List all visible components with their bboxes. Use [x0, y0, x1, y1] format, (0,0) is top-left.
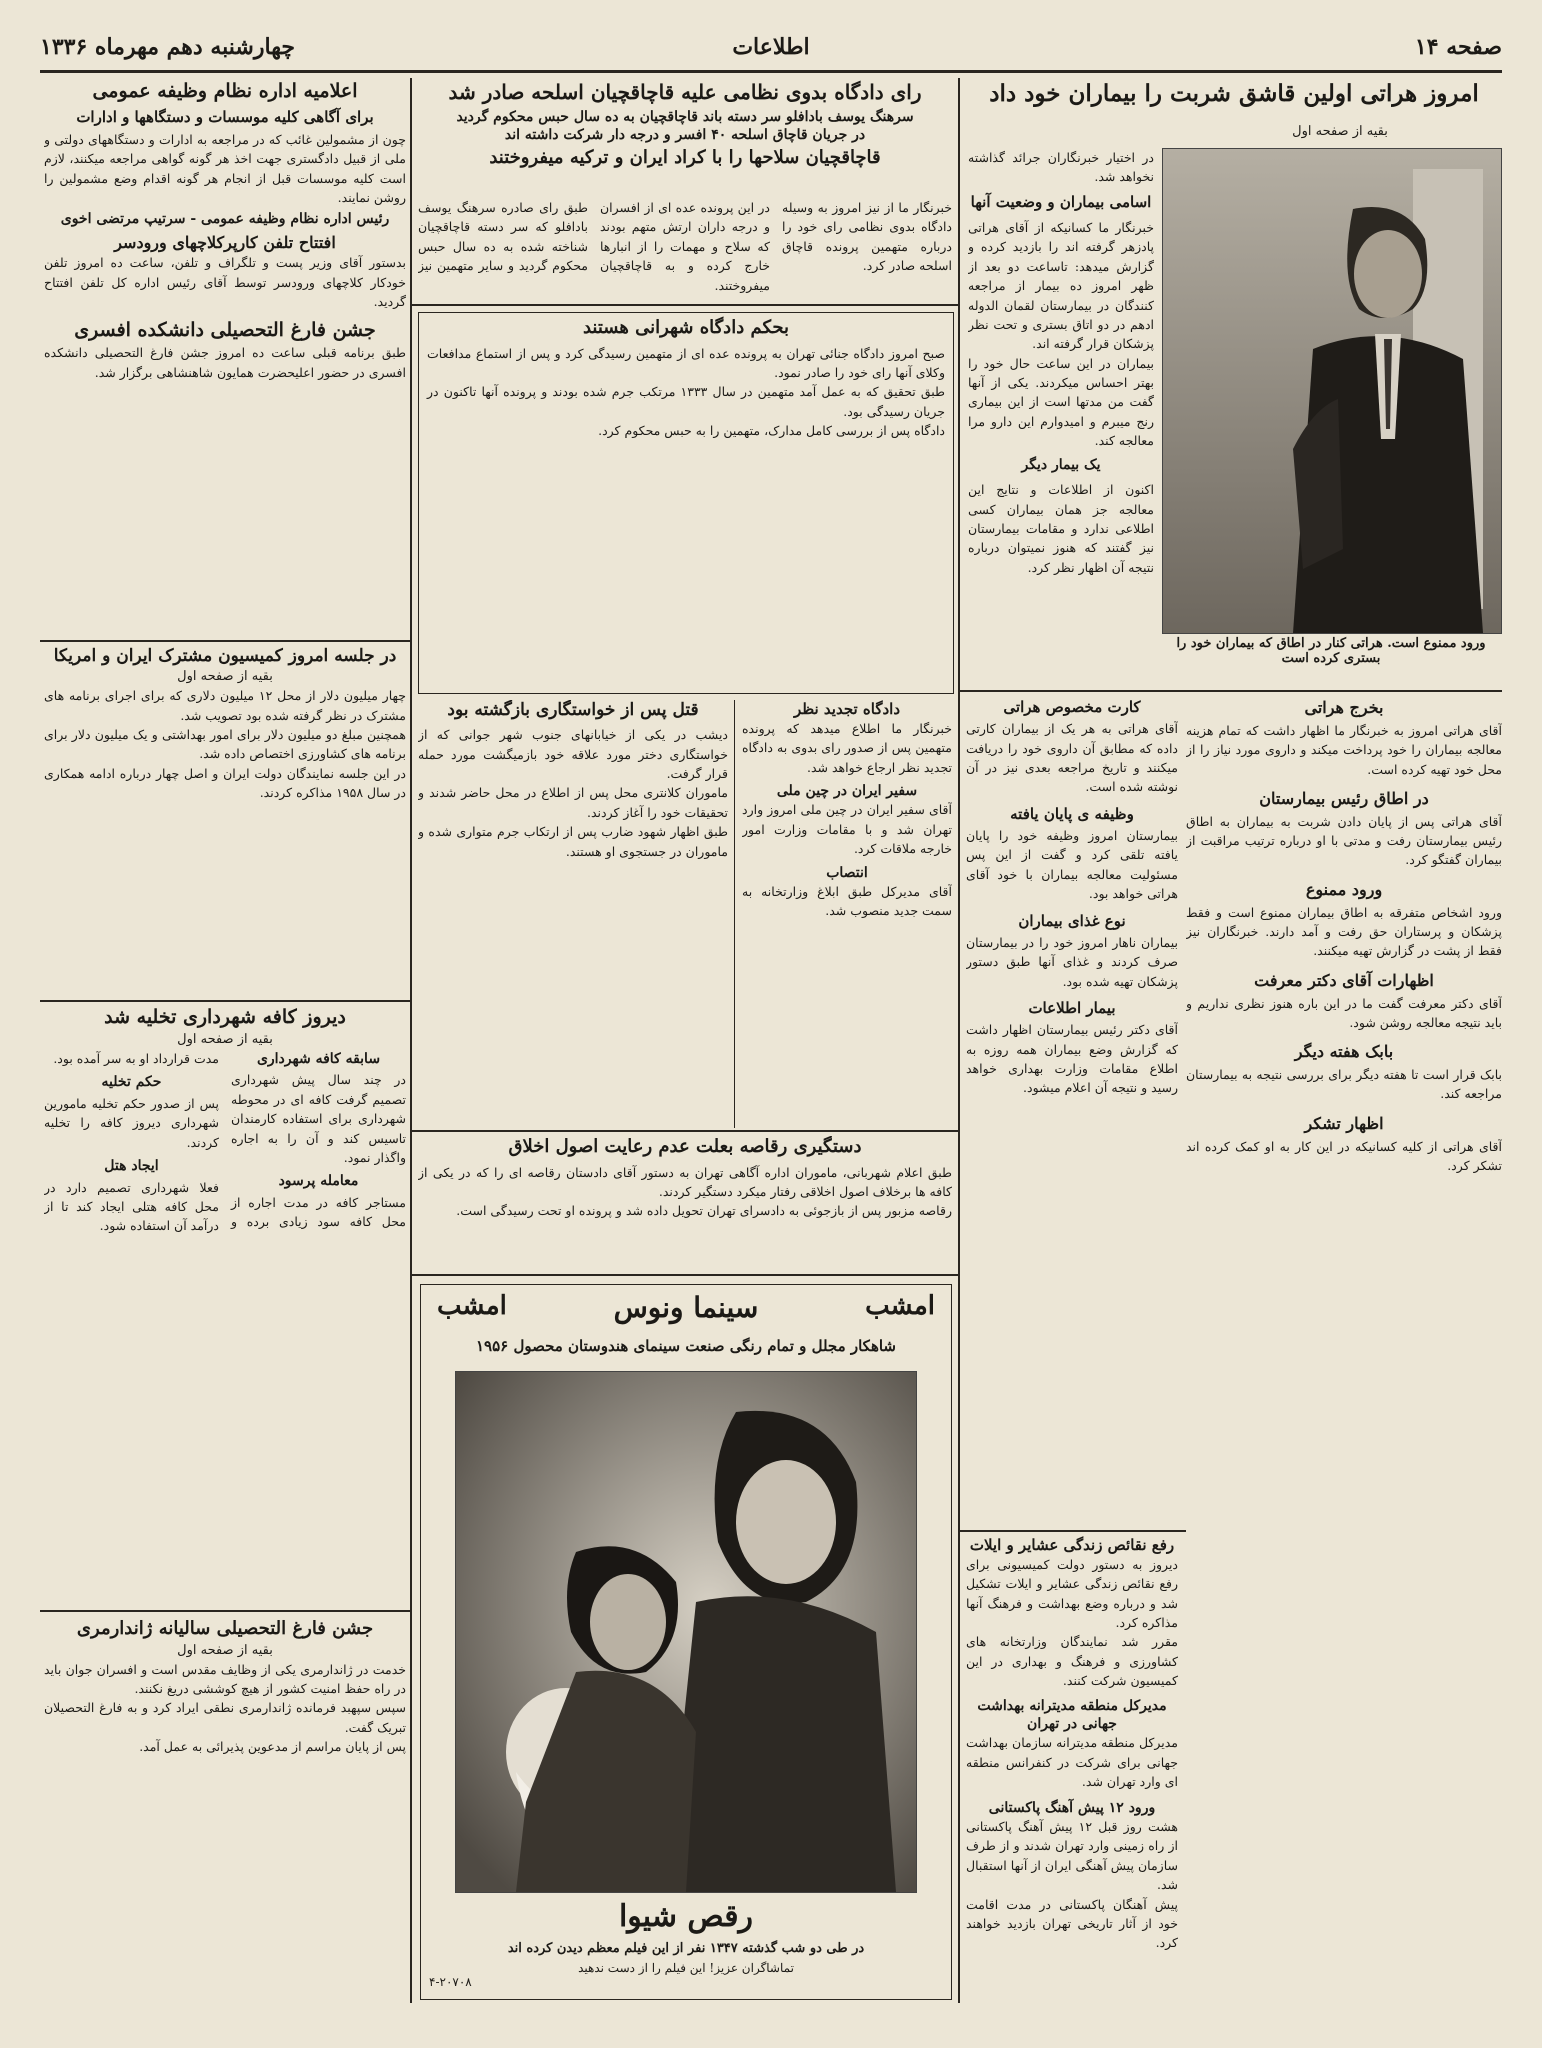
body-paragraph: آقای هراتی امروز به خبرنگار ما اظهار داشت که تمام هزینه معالجه بیماران را خود پرداخت میکند و داروی مورد نیاز را از محل خود تهیه کرده است. [1186, 722, 1502, 777]
continued-note: بقیه از صفحه اول [177, 1031, 273, 1047]
sentence-headline: بحکم دادگاه شهرانی هستند [582, 317, 790, 338]
court-subhead: سرهنگ یوسف بادافلو سر دسته باند قاچاقچیان به ده سال حبس محکوم گردید [456, 109, 914, 125]
ad-code: ۴-۲۰۷۰۸ [429, 1975, 472, 1989]
court-subhead: قاچاقچیان سلاحها را با کراد ایران و ترکیه میفروختند [489, 147, 881, 168]
commission-article [44, 646, 406, 996]
body-paragraph: مستاجر کافه در مدت اجاره از محل کافه سود زیادی برده و مدت قرارداد او به سر آمده بود. [53, 1050, 406, 1230]
film-subtitle: شاهکار مجلل و تمام رنگی صنعت سینمای هندوستان محصول ۱۹۵۶ [475, 1337, 896, 1355]
court-body [418, 198, 952, 302]
column-rule [410, 78, 412, 2003]
body-paragraph: بابک قرار است تا هفته دیگر برای بررسی نتیجه به بیمارستان مراجعه کند. [1186, 1067, 1502, 1102]
lead-headline: امروز هراتی اولین قاشق شربت را بیماران خود داد [989, 80, 1479, 107]
municipal-article [44, 1006, 406, 1606]
column-rule [958, 78, 960, 2003]
body-paragraph: بیمارستان امروز وظیفه خود را پایان یافته تلقی کرد و گفت از این پس مسئولیت معالجه بیماران با خود آقای هراتی خواهد بود. [966, 828, 1178, 902]
body-paragraph: دیشب در یکی از خیابانهای جنوب شهر جوانی که از خواستگاری دختر مورد علاقه خود بازمیگشت مورد حمله قرار گرفت. [418, 727, 728, 781]
lead-body [968, 148, 1154, 688]
issue-date: چهارشنبه دهم مهرماه ۱۳۳۶ [40, 34, 295, 60]
subhead: اظهارات آقای دکتر معرفت [1254, 970, 1434, 990]
subhead: بخرج هراتی [1304, 698, 1384, 717]
section-rule [40, 1610, 410, 1612]
admin-signature: رئیس اداره نظام وظیفه عمومی - سرتیپ مرتضی اخوی [60, 211, 390, 228]
tonight-label: امشب [865, 1291, 935, 1321]
film-still [455, 1371, 917, 1893]
body-paragraph: مدیرکل منطقه مدیترانه سازمان بهداشت جهانی برای شرکت در کنفرانس منطقه ای وارد تهران شد. [966, 1735, 1178, 1790]
body-paragraph: خبرنگار ما کسانیکه از آقای هراتی پادزهر گرفته اند را بازدید کرده و گزارش میدهد: تاساعت دو بعد از ظهر امروز ده بیمار از مراجعه کنندگان در بیمارستان لقمان الدوله ادهم در دو اتاق بستری و تحت نظر پزشکان قرار گرفته اند. [968, 220, 1154, 352]
appointment-headline: انتصاب [826, 864, 868, 881]
subhead: یک بیمار دیگر [1021, 456, 1101, 473]
body-paragraph: چون از مشمولین غائب که در مراجعه به ادارات و دستگاههای دولتی و ملی از قبیل دادگستری جهت اخذ هر گونه گواهی مراجعه میکنند، لازم است کلیه موسسات قبل از انجام هر گونه اقدام وضع مشمولین را روشن نمایند. [44, 131, 406, 205]
section-rule [40, 1000, 410, 1002]
tribes-article [966, 1536, 1178, 2001]
subhead: در اطاق رئیس بیمارستان [1259, 788, 1429, 808]
sentence-box [418, 312, 954, 694]
body-paragraph: چهار میلیون دلار از محل ۱۲ میلیون دلاری که برای اجرای برنامه های مشترک در نظر گرفته شده بود تصویب شد. [44, 688, 406, 723]
body-paragraph: آقای دکتر رئیس بیمارستان اظهار داشت که گزارش وضع بیماران همه روزه به اطلاع مقامات وزارت بهداری خواهد رسید و نتیجه آن اعلام میشود. [966, 1022, 1178, 1096]
police-headline: قتل پس از خواستگاری بازگشته بود [447, 700, 699, 720]
continued-note: بقیه از صفحه اول [1292, 124, 1388, 139]
section-rule [412, 304, 958, 306]
photo-illustration [1163, 149, 1501, 633]
body-paragraph: در چند سال پیش شهرداری تصمیم گرفت کافه ای در محوطه شهرداری برای استفاده کارمندان تاسیس کند و آن را به اجاره واگذار نمود. [231, 1072, 406, 1165]
continued-note: بقیه از صفحه اول [177, 669, 273, 685]
gendarmerie-headline: جشن فارغ التحصیلی سالیانه ژاندارمری [76, 1618, 374, 1639]
subhead: نوع غذای بیماران [1018, 911, 1126, 930]
body-paragraph: پیش آهنگان پاکستانی در مدت اقامت خود از آثار تاریخی تهران بازدید خواهند کرد. [966, 1896, 1178, 1951]
column-rule [734, 700, 735, 1128]
tribes-headline: رفع نقائص زندگی عشایر و ایلات [969, 1536, 1175, 1554]
commission-headline: در جلسه امروز کمیسیون مشترک ایران و امریکا [53, 646, 397, 666]
dancer-article [418, 1136, 952, 1270]
cinema-name: سینما ونوس [613, 1291, 759, 1324]
body-paragraph: هشت روز قبل ۱۲ پیش آهنگ پاکستانی از راه زمینی وارد تهران شدند و از طرف سازمان پیش آهنگی ایران از آنها استقبال شد. [966, 1819, 1178, 1893]
subhead: ورود ممنوع [1305, 879, 1383, 899]
subhead: معامله پرسود [278, 1173, 359, 1190]
dancer-headline: دستگیری رقاصه بعلت عدم رعایت اصول اخلاق [508, 1136, 862, 1157]
body-paragraph: صبح امروز دادگاه جنائی تهران به پرونده عده ای از متهمین رسیدگی کرد و پس از استماع مدافعات وکلای آنها رای خود را صادر نمود. [427, 345, 945, 380]
page-number: صفحه ۱۴ [1414, 34, 1502, 60]
subhead: حکم تخلیه [101, 1074, 162, 1091]
admin-headline: اعلامیه اداره نظام وظیفه عمومی [92, 80, 358, 102]
subhead: کارت مخصوص هراتی [1003, 698, 1141, 716]
body-paragraph: خدمت در ژاندارمری یکی از وظایف مقدس است و افسران جوان باید در راه حفظ امنیت کشور از هیچ کوششی دریغ نکنند. [44, 1661, 406, 1696]
telephone-headline: افتتاح تلفن کارپرکلاچهای ورودسر [114, 233, 336, 253]
body-paragraph: اکنون از اطلاعات و نتایج این معالجه جز همان بیماران کسی اطلاعی ندارد و مقامات بیمارستان نیز گفتند که هنوز نمیتوان درباره نتیجه آن اظهار نظر کرد. [968, 482, 1154, 575]
ambassador-headline: سفیر ایران در چین ملی [776, 782, 918, 799]
gendarmerie-article [44, 1618, 406, 1998]
continued-note: بقیه از صفحه اول [177, 1642, 273, 1658]
body-paragraph: طبق تحقیق که به عمل آمد متهمین در سال ۱۳۳۳ مرتکب جرم شده بودند و پرونده آنها تاکنون در جریان رسیدگی بود. [427, 384, 946, 419]
film-tagline: در طی دو شب گذشته ۱۳۴۷ نفر از این فیلم معظم دیدن کرده اند [507, 1941, 865, 1956]
body-paragraph: دادگاه پس از بررسی کامل مدارک، متهمین را به حبس محکوم کرد. [598, 423, 945, 438]
body-paragraph: خبرنگار ما اطلاع میدهد که پرونده متهمین پس از صدور رای بدوی به دادگاه تجدید نظر ارجاع خواهد شد. [742, 720, 952, 775]
police-article [418, 700, 728, 1125]
harati-column [1186, 696, 1502, 2001]
lead-continued [1180, 122, 1500, 142]
admin-article [44, 80, 406, 640]
body-paragraph: آقای هراتی از کلیه کسانیکه در این کار به او کمک کرده اند تشکر کرد. [1186, 1138, 1502, 1174]
masthead [40, 28, 1502, 74]
cinema-ad [420, 1284, 952, 2000]
lead-article [966, 80, 1502, 128]
body-paragraph: پس از پایان مراسم از مدعوین پذیرائی به عمل آمد. [139, 1739, 406, 1754]
body-paragraph: آقای سفیر ایران در چین ملی امروز وارد تهران شد و با مقامات وزارت امور خارجه ملاقات کرد. [742, 802, 952, 857]
court-headline: رای دادگاه بدوی نظامی علیه قاچاقچیان اسلحه صادر شد [448, 80, 922, 104]
sentence-body [419, 344, 953, 441]
body-paragraph: ورود اشخاص متفرقه به اطاق بیماران ممنوع است و فقط پزشکان و پرستاران حق رفت و آمد دارند. خبرنگاران نیز فقط از پشت در گزارش تهیه میکنند. [1186, 904, 1502, 959]
section-rule [412, 1274, 958, 1276]
review-headline: دادگاه تجدید نظر [793, 700, 901, 718]
body-paragraph: رقاصه مزبور پس از بازجوئی به دادسرای تهران تحویل داده شد و پرونده او تحت رسیدگی است. [456, 1203, 952, 1219]
body-paragraph: بدستور آقای وزیر پست و تلگراف و تلفن، ساعت ده امروز تلفن خودکار کلاچهای ورودسر توسط آقای رئیس اداره کل تلفن افتتاح گردید. [44, 255, 406, 309]
body-paragraph: در این جلسه نمایندگان دولت ایران و اصل چهار درباره ادامه همکاری در سال ۱۹۵۸ مذاکره کردند. [44, 765, 406, 801]
body-paragraph: بیماران ناهار امروز خود را در بیمارستان صرف کردند و غذای آنها طبق دستور پزشکان تهیه شده بود. [966, 934, 1178, 989]
section-rule [960, 690, 1502, 692]
body-paragraph: پس از صدور حکم تخلیه مامورین شهرداری دیروز کافه را تخلیه کردند. [44, 1095, 219, 1150]
court-subhead: در جریان قاچاق اسلحه ۴۰ افسر و درجه دار شرکت داشته اند [504, 127, 866, 143]
court-article [418, 80, 952, 192]
subhead: سابقه کافه شهرداری [256, 1050, 381, 1067]
body-paragraph: طبق رای صادره سرهنگ یوسف بادافلو که سر دسته قاچاقچیان شناخته شده به ده سال حبس محکوم گردید و سایر متهمین نیز [418, 200, 588, 274]
cinema-banner [421, 1291, 951, 1331]
film-illustration [456, 1372, 916, 1892]
film-tagline: تماشاگران عزیز! این فیلم را از دست ندهید [578, 1961, 794, 1975]
body-paragraph: آقای مدیرکل طبق ابلاغ وزارتخانه به سمت جدید منصوب شد. [742, 884, 952, 919]
body-paragraph: همچنین مبلغ دو میلیون دلار برای امور بهداشتی و یک میلیون دلار برای برنامه های کشاورزی اختصاص داده شد. [44, 727, 406, 762]
body-paragraph: بیماران در این ساعت حال خود را بهتر احساس میکردند. یکی از آنها گفت من مدتها است از این بیماری رنج میبرم و امیدوارم این دارو مرا معالجه کند. [968, 355, 1154, 449]
subhead: اظهار تشکر [1304, 1113, 1384, 1133]
body-paragraph: در این پرونده عده ای از افسران و درجه داران ارتش متهم بودند که سلاح و مهمات را از انبارها خارج کرده و به قاچاقچیان میفروختند. [600, 200, 770, 293]
municipal-headline: دیروز کافه شهرداری تخلیه شد [104, 1006, 346, 1028]
body-paragraph: مقرر شد نمایندگان وزارتخانه های کشاورزی و فرهنگ و بهداری در این کمیسیون شرکت کنند. [966, 1634, 1178, 1688]
admin-subhead: برای آگاهی کلیه موسسات و دستگاهها و ادارات [76, 107, 374, 126]
body-paragraph: طبق برنامه قبلی ساعت ده امروز جشن فارغ التحصیلی دانشکده افسری در حضور اعلیحضرت همایون شاهنشاهی برگزار شد. [44, 345, 406, 380]
paper-title: اطلاعات [732, 34, 810, 60]
photo-caption: ورود ممنوع است. هراتی کنار در اطاق که بیماران خود را بستری کرده است [1176, 636, 1486, 666]
lead-paragraph: در اختیار خبرنگاران جرائد گذاشته نخواهد شد. [968, 150, 1154, 185]
section-rule [960, 1530, 1186, 1532]
section-rule [40, 640, 410, 642]
body-paragraph: آقای دکتر معرفت گفت ما در این باره هنوز نظری نداریم و باید نتیجه معالجه روشن شود. [1186, 995, 1502, 1030]
body-paragraph: طبق اعلام شهربانی، ماموران اداره آگاهی تهران به دستور آقای دادستان رقاصه ای را که در یکی از کافه ها برخلاف اصول اخلاقی رفتار میکرد دستگیر کردند. [418, 1164, 952, 1199]
body-paragraph: فعلا شهرداری تصمیم دارد در محل کافه هتلی ایجاد کند تا از درآمد آن استفاده شود. [44, 1179, 219, 1234]
subhead: بیمار اطلاعات [1028, 998, 1116, 1017]
subhead: بابک هفته دیگر [1294, 1042, 1394, 1062]
body-paragraph: ماموران کلانتری محل پس از اطلاع در محل حاضر شدند و تحقیقات خود را آغاز کردند. [418, 785, 728, 820]
body-paragraph: آقای هراتی پس از پایان دادن شربت به بیماران به اطاق رئیس بیمارستان رفت و مدتی با او درباره ترتیب مراقبت از بیماران گفتگو کرد. [1186, 813, 1502, 868]
academy-headline: جشن فارغ التحصیلی دانشکده افسری [74, 319, 376, 342]
section-rule [412, 1130, 958, 1132]
body-paragraph: طبق اظهار شهود ضارب پس از ارتکاب جرم متواری شده و ماموران در جستجوی او هستند. [418, 824, 728, 859]
subhead: ایجاد هتل [104, 1157, 159, 1174]
body-paragraph: سپس سپهبد فرمانده ژاندارمری نطقی ایراد کرد و به فارغ التحصیلان تبریک گفت. [44, 1700, 406, 1735]
patients-subhead: اسامی بیماران و وضعیت آنها [970, 192, 1152, 211]
subhead: وظیفه ی پایان یافته [1010, 804, 1134, 823]
pakistan-headline: ورود ۱۲ پیش آهنگ پاکستانی [988, 1799, 1156, 1816]
body-paragraph: خبرنگار ما از نیز امروز به وسیله دادگاه بدوی نظامی رای خود را درباره متهمین پرونده قاچاق اسلحه صادر کرد. [782, 200, 952, 274]
body-paragraph: آقای هراتی به هر یک از بیماران کارتی داده که مطابق آن داروی خود را دریافت میکنند و تاریخ مراجعه بعدی نیز در آن نوشته شده است. [966, 721, 1178, 795]
masthead-rule [40, 70, 1502, 73]
film-title: رقص شیوا [618, 1899, 754, 1934]
review-article [742, 700, 952, 1125]
who-headline: مدیرکل منطقه مدیترانه بهداشت جهانی در تهران [977, 1698, 1167, 1732]
tonight-label: امشب [437, 1291, 507, 1321]
lead-continuation [966, 696, 1178, 1526]
body-paragraph: دیروز به دستور دولت کمیسیونی برای رفع نقائص زندگی عشایر و ایلات تشکیل شد و درباره وضع بهداشت و فرهنگ آنها مذاکره کرد. [966, 1556, 1178, 1630]
harati-photo [1162, 148, 1502, 634]
